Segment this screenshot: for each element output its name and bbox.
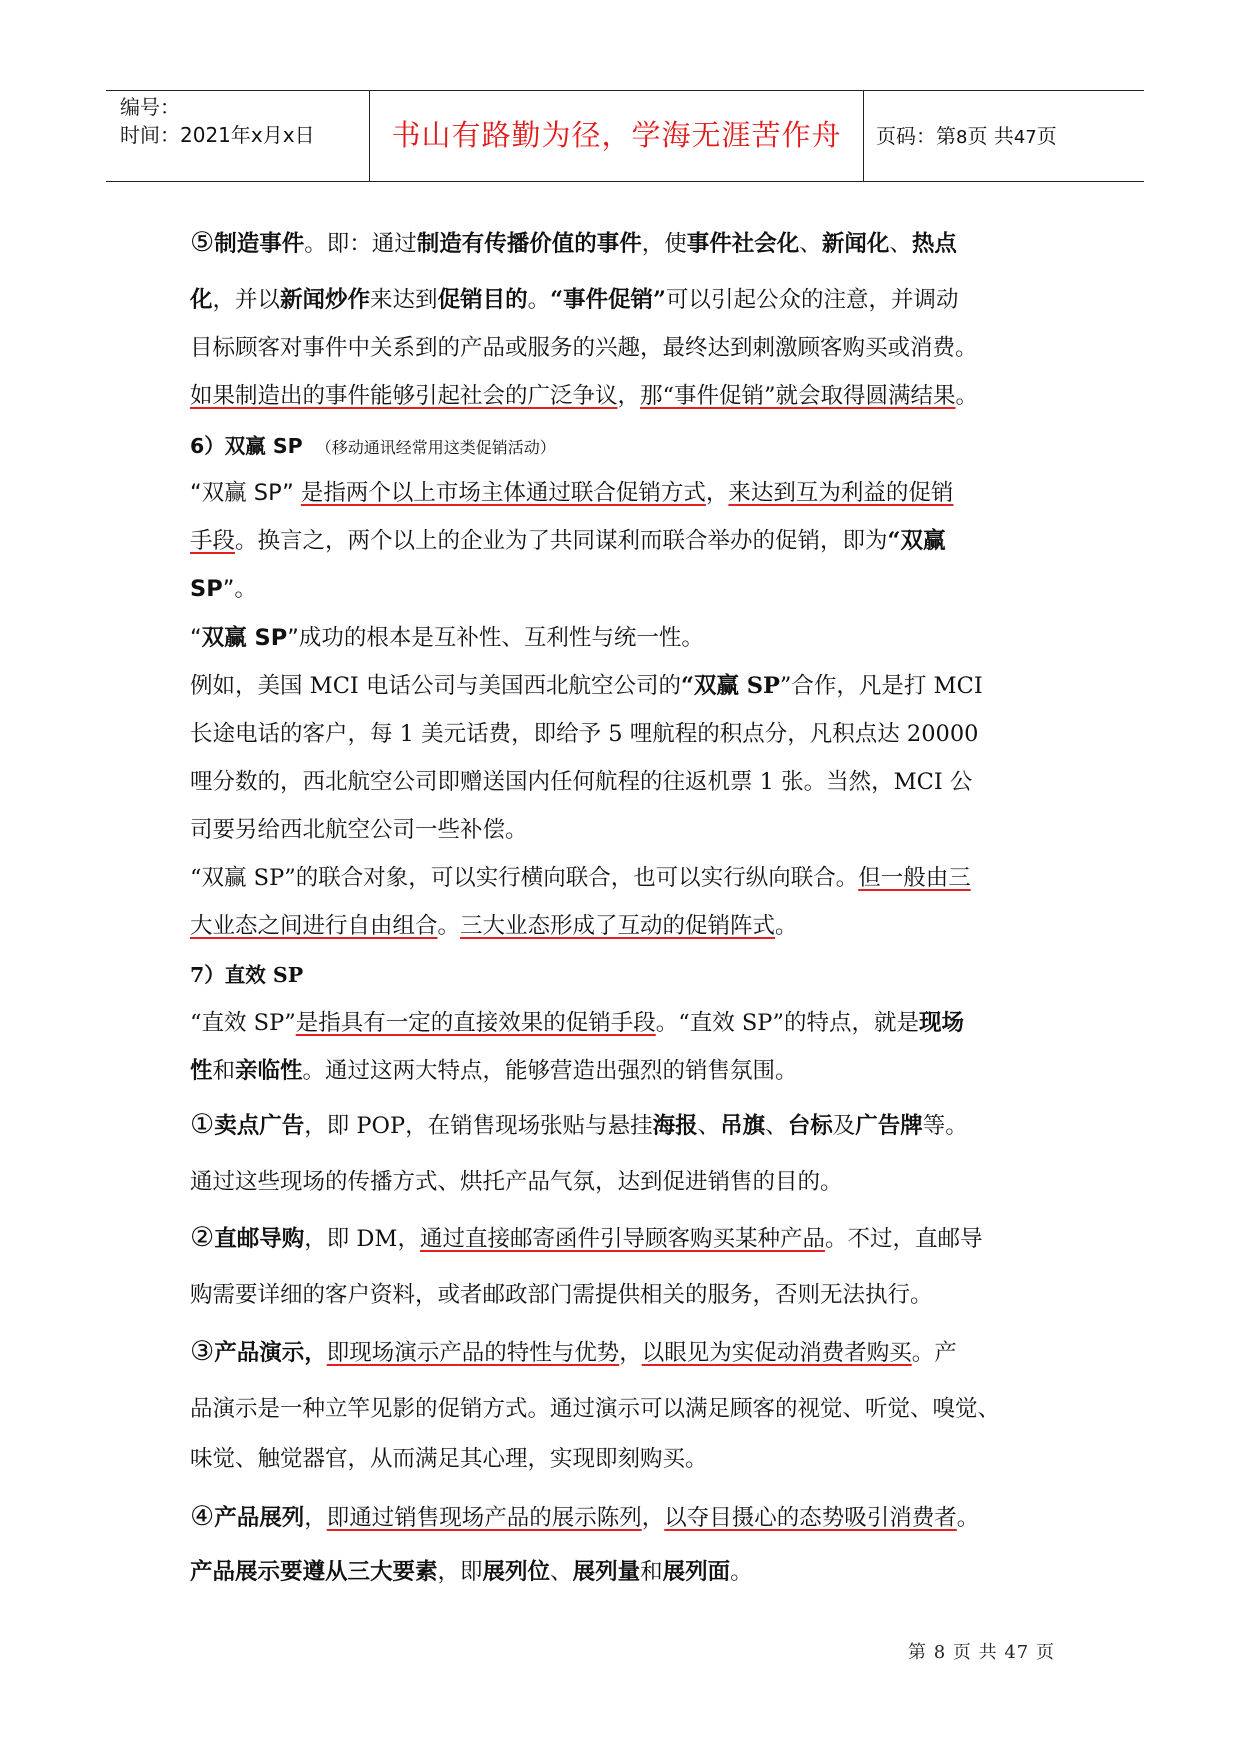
term: 展列面 [662,1559,731,1585]
text: 。 [730,1559,753,1585]
text: 、 [550,1559,573,1585]
paragraph-line [190,526,945,556]
text: 、 [799,231,822,257]
page-number: 8 [956,127,968,148]
header-motto: 书山有路勤为径，学海无涯苦作舟 [391,118,842,152]
paragraph-line [190,671,983,701]
paragraph-line [190,1008,964,1038]
underlined-text: 是指两个以上市场主体通过联合促销方式 [300,480,706,506]
paragraph-line: 味觉、触觉器官，从而满足其心理，实现即刻购买。 [190,1446,708,1472]
text: 和 [212,1058,236,1084]
section-heading [190,960,303,990]
text: ， [304,1505,327,1531]
text: 、 [765,1113,788,1139]
text: 。产 [911,1340,957,1366]
text: ，使 [641,231,687,257]
text: ，并以 [212,287,281,313]
term: 热点 [911,231,957,257]
text: ，即 [437,1559,483,1585]
text: 及 [832,1113,856,1139]
paragraph-line [190,623,704,653]
term: 吊旗 [720,1113,766,1139]
document-time-label: 时间：2021年x月x日 [120,123,315,147]
heading-text: 7）直效 SP [190,963,304,987]
text: 。即：通过 [304,231,417,257]
paragraph-line: 品演示是一种立竿见影的促销方式。通过演示可以满足顾客的视觉、听觉、嗅觉、 [190,1396,1001,1422]
header-page-code [876,120,1057,149]
text: ，即 POP，在销售现场张贴与悬挂 [304,1113,653,1139]
underlined-text: 大业态之间进行自由组合 [190,913,438,939]
term: 展列位 [482,1559,551,1585]
text: 和 [640,1559,663,1585]
paragraph-line [190,1056,798,1086]
text: ， [619,1340,642,1366]
term: 产品展列 [214,1505,305,1531]
text: 等。 [922,1113,968,1139]
text: 来达到 [370,287,438,313]
paragraph-line: 购需要详细的客户资料，或者邮政部门需提供相关的服务，否则无法执行。 [190,1282,933,1308]
paragraph-line: 司要另给西北航空公司一些补偿。 [190,817,528,843]
circled-number-2: ② [190,1222,215,1253]
term: 促销目的 [437,287,528,313]
term: 产品展示要遵从三大要素 [190,1559,438,1585]
circled-number-4: ④ [190,1501,215,1532]
underlined-text: 那“事件促销”就会取得圆满结果 [640,383,956,409]
header-info [120,93,315,149]
heading-note: （移动通讯经常用这类促销活动） [315,438,556,457]
underlined-text: 通过直接邮寄函件引导顾客购买某种产品 [419,1226,825,1252]
paragraph-line [190,1223,983,1253]
term: “双赢 [887,528,946,554]
text: ”。 [222,576,257,602]
underlined-text: 如果制造出的事件能够引起社会的广泛争议 [190,383,618,409]
text: 。换言之，两个以上的企业为了共同谋利而联合举办的促销，即为 [235,528,888,554]
term: SP [190,576,223,602]
text: 。 [775,913,798,939]
text: 例如，美国 MCI 电话公司与美国西北航空公司的 [190,673,681,699]
text: ， [705,480,729,506]
term: 化 [190,287,213,313]
paragraph-line [190,1110,968,1140]
underlined-text: 但一般由三 [858,865,971,891]
underlined-text: 以夺目摄心的态势吸引消费者 [664,1505,957,1531]
term: 直邮导购 [214,1226,305,1252]
text: ， [641,1505,665,1531]
paragraph-line [190,228,957,258]
header-top-rule [106,90,1144,91]
header-divider-right [863,90,864,182]
page-total: 47 [1013,127,1037,148]
text: 、 [889,231,912,257]
page-suffix: 页 [1036,124,1057,148]
paragraph-line [190,478,953,508]
underlined-text: 手段 [190,528,236,554]
text: 。不过，直邮导 [824,1226,983,1252]
term: “双赢 SP [680,673,780,699]
paragraph-line [190,863,971,893]
paragraph-line: 通过这些现场的传播方式、烘托产品气氛，达到促进销售的目的。 [190,1169,843,1195]
document-number-label: 编号： [120,95,180,119]
text: “直效 SP” [190,1010,296,1036]
text: ，即 DM， [304,1226,420,1252]
text: 可以引起公众的注意，并调动 [665,287,959,313]
text: 。通过这两大特点，能够营造出强烈的销售氛围。 [302,1058,798,1084]
text: “双赢 SP” [190,480,301,506]
text: ”合作，凡是打 MCI [779,673,983,699]
paragraph-line [190,574,257,604]
text: “双赢 SP”的联合对象，可以实行横向联合，也可以实行纵向联合。 [190,865,859,891]
text: 。 [527,287,551,313]
circled-number-1: ① [190,1109,215,1140]
paragraph-line: 长途电话的客户，每 1 美元话费，即给予 5 哩航程的积点分，凡积点达 20000 [190,721,979,747]
circled-number-5: ⑤ [190,227,215,258]
term: “事件促销” [550,287,666,313]
header-bottom-rule [106,181,1144,182]
text: 。 [956,1505,980,1531]
paragraph-line: 目标顾客对事件中关系到的产品或服务的兴趣，最终达到刺激顾客购买或消费。 [190,335,978,361]
heading-text: 6）双赢 SP [190,434,303,458]
underlined-text: 即通过销售现场产品的展示陈列 [326,1505,642,1531]
text: ”成功的根本是互补性、互利性与统一性。 [287,625,704,651]
term: 新闻炒作 [280,287,371,313]
page-header [106,90,1144,182]
term: 现场 [918,1010,964,1036]
underlined-text: 以眼见为实促动消费者购买 [641,1340,912,1366]
text: 。“直效 SP”的特点，就是 [655,1010,919,1036]
page-mid: 页 共 [967,124,1014,148]
paragraph-line [190,381,978,411]
paragraph-line [190,1557,753,1587]
term: 制造事件 [214,231,305,257]
underlined-text: 来达到互为利益的促销 [728,480,954,506]
page-prefix: 页码：第 [876,124,956,148]
paragraph-line [190,911,798,941]
term: 事件社会化 [686,231,800,257]
page-footer: 第 8 页 共 47 页 [908,1642,1055,1663]
term: 新闻化 [821,231,890,257]
text: 。 [437,913,461,939]
text: 、 [697,1113,721,1139]
term: 卖点广告 [214,1113,305,1139]
underlined-text: 即现场演示产品的特性与优势 [326,1340,620,1366]
term: 亲临性 [235,1058,303,1084]
term: 性 [190,1058,213,1084]
text: 。 [955,383,979,409]
text: ， [617,383,641,409]
term: 海报 [652,1113,698,1139]
paragraph-line: 哩分数的，西北航空公司即赠送国内任何航程的往返机票 1 张。当然，MCI 公 [190,769,973,795]
term: 产品演示， [214,1340,327,1366]
term: 展列量 [572,1559,641,1585]
term: 台标 [787,1113,833,1139]
underlined-text: 是指具有一定的直接效果的促销手段 [295,1010,656,1036]
underlined-text: 三大业态形成了互动的促销阵式 [460,913,776,939]
text: “ [190,625,202,651]
paragraph-line [190,1502,979,1532]
circled-number-3: ③ [190,1336,215,1367]
term: 双赢 SP [201,625,288,651]
term: 制造有传播价值的事件 [416,231,642,257]
section-heading [190,431,556,461]
paragraph-line [190,285,959,315]
term: 广告牌 [855,1113,923,1139]
paragraph-line [190,1337,957,1367]
